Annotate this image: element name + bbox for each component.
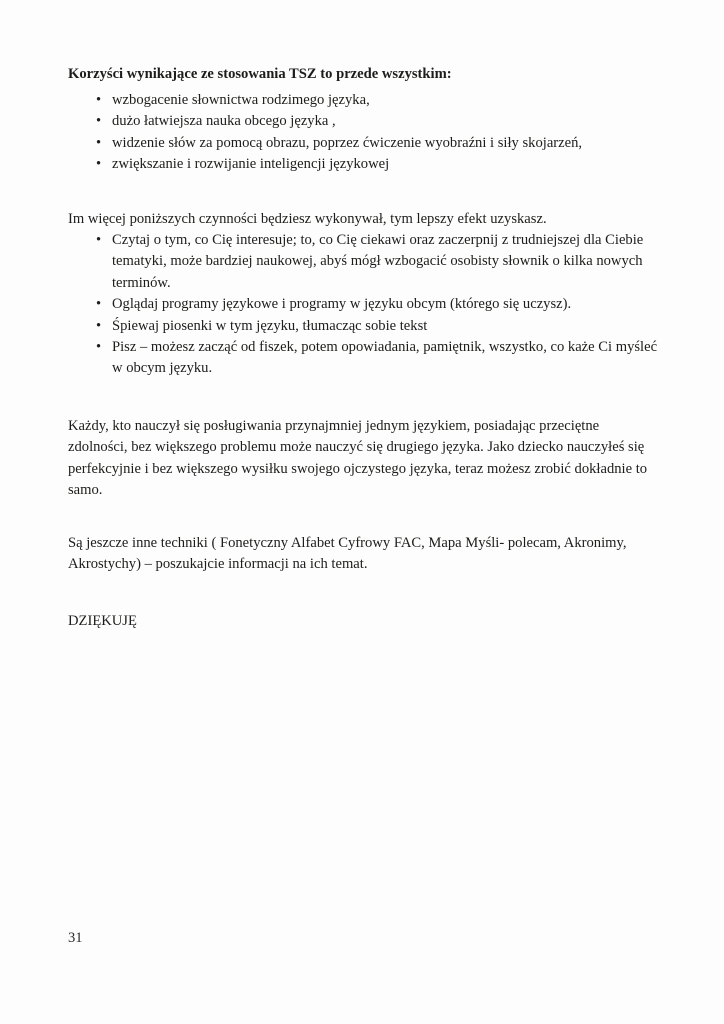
list-item: • dużo łatwiejsza nauka obcego języka , [68,111,660,132]
list-item: • Czytaj o tym, co Cię interesuje; to, co Cię ciekawi oraz zaczerpnij z trudniejszej dla Ciebie tematyki, może bardziej naukowej, abyś mógł wzbogacić osobisty słownik o kilka nowych terminów. [68,230,660,294]
list-item: • Pisz – możesz zacząć od fiszek, potem opowiadania, pamiętnik, wszystko, co każe Ci myśleć w obcym języku. [68,337,660,380]
list-item: • wzbogacenie słownictwa rodzimego języka, [68,90,660,111]
list-item: • widzenie słów za pomocą obrazu, poprzez ćwiczenie wyobraźni i siły skojarzeń, [68,133,660,154]
activities-list [68,230,660,380]
list-item: • Śpiewaj piosenki w tym języku, tłumacząc sobie tekst [68,316,660,337]
intro-paragraph: Im więcej poniższych czynności będziesz wykonywał, tym lepszy efekt uzyskasz. [68,210,547,227]
everyone-paragraph: Każdy, kto nauczył się posługiwania przynajmniej jednym językiem, posiadając przeciętne zdolności, bez większego problemu może nauczyć się drugiego języka. Jako dziecko nauczyłeś się perfekcyjnie i bez większego wysiłku swojego ojczystego języka, teraz możesz zrobić dokładnie to samo. [68,417,648,499]
list-item: • zwiększanie i rozwijanie inteligencji językowej [68,154,660,175]
techniques-paragraph: Są jeszcze inne techniki ( Fonetyczny Alfabet Cyfrowy FAC, Mapa Myśli- polecam, Akronimy, Akrostychy) – poszukajcie informacji na ich temat. [68,534,627,572]
section-heading: Korzyści wynikające ze stosowania TSZ to przede wszystkim: [68,66,452,82]
list-item: • Oglądaj programy językowe i programy w języku obcym (którego się uczysz). [68,294,660,315]
page-number: 31 [68,930,83,946]
benefits-list [68,90,660,176]
page-content [68,63,660,633]
closing-text: DZIĘKUJĘ [68,613,137,630]
